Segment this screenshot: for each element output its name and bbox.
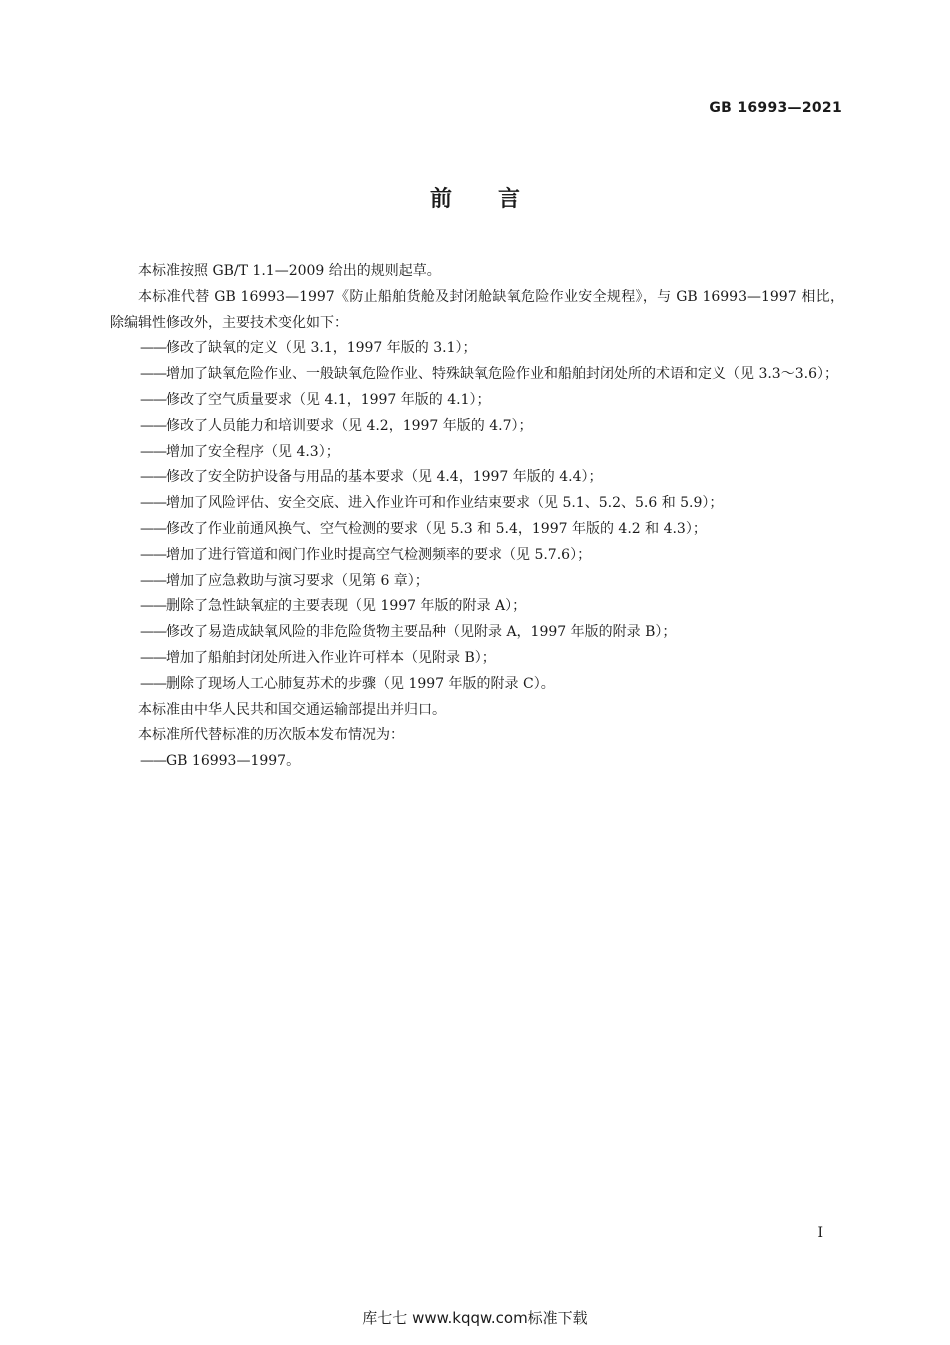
paragraph: 本标准代替 GB 16993—1997《防止船舶货舱及封闭舱缺氧危险作业安全规程》，与 GB 16993—1997 相比，除编辑性修改外，主要技术变化如下： [110, 288, 844, 331]
dash: —— [140, 469, 166, 486]
list-item [110, 414, 844, 440]
paragraph: 本标准所代替标准的历次版本发布情况为： [138, 727, 404, 744]
paragraph: 本标准按照 GB/T 1.1—2009 给出的规则起草。 [138, 263, 441, 279]
list-item [110, 646, 844, 672]
list-item-text: 修改了缺氧的定义（见 3.1，1997 年版的 3.1）； [166, 340, 477, 357]
dash: —— [140, 598, 166, 615]
footer-watermark: 库七七 www.kqqw.com标准下载 [362, 1309, 588, 1327]
list-item-text: 增加了应急救助与演习要求（见第 6 章）； [166, 572, 429, 589]
list-item-text: 增加了进行管道和阀门作业时提高空气检测频率的要求（见 5.7.6）； [166, 546, 592, 563]
list-item-text: 修改了作业前通风换气、空气检测的要求（见 5.3 和 5.4，1997 年版的 4.2 和 4.3）； [166, 520, 707, 537]
list-item [110, 594, 844, 620]
dash: —— [140, 391, 166, 408]
dash: —— [140, 546, 166, 563]
list-item-text: 修改了安全防护设备与用品的基本要求（见 4.4，1997 年版的 4.4）； [166, 469, 603, 486]
dash: —— [140, 443, 166, 460]
dash: —— [140, 340, 166, 357]
list-item [110, 569, 844, 595]
list-item [110, 491, 844, 517]
standard-code: GB 16993—2021 [709, 100, 842, 116]
list-item [110, 543, 844, 569]
dash: —— [140, 366, 166, 383]
dash: —— [140, 649, 166, 666]
dash: —— [140, 753, 166, 770]
dash: —— [140, 675, 166, 692]
list-item-text: 删除了现场人工心肺复苏术的步骤（见 1997 年版的附录 C）。 [166, 675, 555, 692]
page-number: I [817, 1225, 823, 1241]
list-item-text: 修改了空气质量要求（见 4.1，1997 年版的 4.1）； [166, 391, 491, 408]
list-item [110, 362, 844, 388]
list-item [110, 440, 844, 466]
list-item [110, 388, 844, 414]
list-item-text: 增加了风险评估、安全交底、进入作业许可和作业结束要求（见 5.1、5.2、5.6 和 5.9）； [166, 495, 724, 512]
dash: —— [140, 572, 166, 589]
list-item [110, 672, 844, 698]
document-body [110, 259, 844, 775]
list-item [110, 517, 844, 543]
list-item [110, 336, 844, 362]
dash: —— [140, 417, 166, 434]
list-item-text: 修改了人员能力和培训要求（见 4.2，1997 年版的 4.7）； [166, 417, 533, 434]
dash: —— [140, 520, 166, 537]
list-item [110, 749, 844, 775]
list-item [110, 620, 844, 646]
list-item-text: 增加了船舶封闭处所进入作业许可样本（见附录 B）； [166, 649, 496, 666]
dash: —— [140, 495, 166, 512]
dash: —— [140, 624, 166, 641]
list-item-text: GB 16993—1997。 [166, 753, 301, 770]
list-item-text: 删除了急性缺氧症的主要表现（见 1997 年版的附录 A）； [166, 598, 527, 615]
list-item-text: 修改了易造成缺氧风险的非危险货物主要品种（见附录 A，1997 年版的附录 B）； [166, 624, 677, 641]
list-item [110, 465, 844, 491]
list-item-text: 增加了安全程序（见 4.3）； [166, 443, 340, 460]
list-item-text: 增加了缺氧危险作业、一般缺氧危险作业、特殊缺氧危险作业和船舶封闭处所的术语和定义（见 3.3～3.6）； [166, 366, 838, 383]
paragraph: 本标准由中华人民共和国交通运输部提出并归口。 [138, 701, 446, 718]
page-title: 前言 [429, 187, 566, 212]
